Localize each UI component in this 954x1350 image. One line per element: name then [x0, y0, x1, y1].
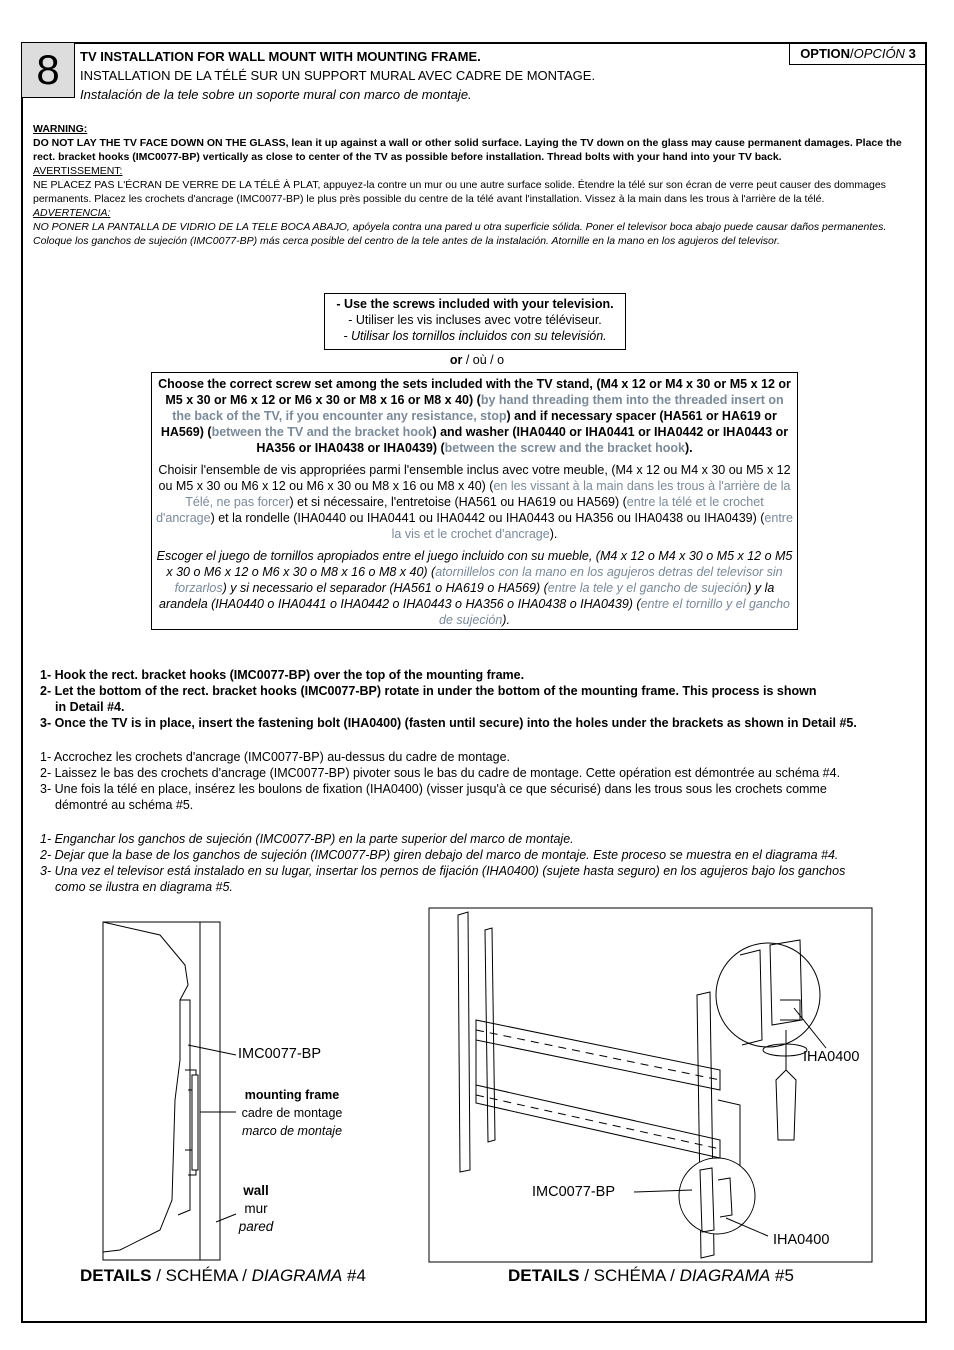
step-number: 8 [22, 43, 75, 98]
warning-heading-es: ADVERTENCIA: [33, 207, 111, 219]
screws-es: - Utilisar los tornillos incluidos con su televisión. [343, 329, 607, 343]
step-fr-2: 2- Laissez le bas des crochets d'ancrage (IMC0077-BP) pivoter sous le bas du cadre de montage. Cette opération est démontrée au schéma #4. [40, 766, 841, 780]
option-label-es: OPCIÓN [853, 46, 905, 61]
choose-en: Choose the correct screw set among the sets included with the TV stand, (M4 x 12 or M4 x 30 or M5 x 12 or M5 x 30 or M6 x 12 or M6 x 30 or M8 x 16 or M8 x 40) (by hand threading them into the threaded insert on the back of the TV, if you encounter any resistance, stop) and if necessary spacer (HA561 or HA619 or HA569) (between the TV and the bracket hook) and washer (IHA0440 or IHA0441 or IHA0442 or IHA0443 or HA356 or IHA0438 or IHA0439) (between the screw and the bracket hook). [158, 377, 791, 455]
title-fr: INSTALLATION DE LA TÉLÉ SUR UN SUPPORT MURAL AVEC CADRE DE MONTAGE. [80, 68, 596, 83]
d4-frame-en: mounting frame [244, 1088, 340, 1102]
d5-caption: DETAILS / SCHÉMA / DIAGRAMA #5 [508, 1266, 794, 1285]
title-en: TV INSTALLATION FOR WALL MOUNT WITH MOUNTING FRAME. [80, 49, 481, 64]
step-es-1: 1- Enganchar los ganchos de sujeción (IMC0077-BP) en la parte superior del marco de montaje. [40, 832, 574, 846]
d4-caption: DETAILS / SCHÉMA / DIAGRAMA #4 [80, 1266, 366, 1285]
warning-text-fr: NE PLACEZ PAS L'ÉCRAN DE VERRE DE LA TÉLÉ À PLAT, appuyez-la contre un mur ou une autre surface solide. Étendre la télé sur son écran de verre peut causer des dommages permanents. Placez les crochets d'ancrage (IMC0077-BP) le plus près possible du centre de la télé avant l'installation. Vissez à la main dans les trous à l'arrière de la télé. [33, 179, 886, 205]
title-es: Instalación de la tele sobre un soporte mural con marco de montaje. [80, 87, 472, 102]
d4-wall-es: pared [238, 1219, 274, 1234]
step-fr-3b: démontré au schéma #5. [55, 798, 194, 812]
option-badge: OPTION / OPCIÓN 3 [789, 43, 926, 65]
step-en-2b: in Detail #4. [55, 700, 125, 714]
diagram-5-drawing [429, 908, 872, 1262]
screws-fr: - Utiliser les vis incluses avec votre téléviseur. [348, 313, 602, 327]
choose-fr: Choisir l'ensemble de vis appropriées parmi l'ensemble inclus avec votre meuble, (M4 x 12 ou M4 x 30 ou M5 x 12 ou M5 x 30 ou M6 x 12 ou M6 x 30 ou M8 x 16 ou M8 x 40) (en les vissant à la main dans les trous à l'arrière de la Télé, ne pas forcer) et si nécessaire, l'entretoise (HA561 ou HA619 ou HA569) (entre la télé et le crochet d'ancrage) et la rondelle (IHA0440 ou IHA0441 ou IHA0442 ou IHA0443 ou HA356 ou IHA0438 ou IHA0439) (entre la vis et le crochet d'ancrage). [156, 463, 793, 541]
step-fr-1: 1- Accrochez les crochets d'ancrage (IMC0077-BP) au-dessus du cadre de montage. [40, 750, 510, 764]
step-en-1: 1- Hook the rect. bracket hooks (IMC0077-BP) over the top of the mounting frame. [40, 668, 525, 682]
warning-text-en: DO NOT LAY THE TV FACE DOWN ON THE GLASS, lean it up against a wall or other solid surface. Laying the TV down on the glass may cause permanent damages. Place the rect. bracket hooks (IMC0077-BP) vertically as close to center of the TV as possible before installation. Thread bolts with your hand into your TV back. [33, 137, 902, 163]
d4-frame-fr: cadre de montage [241, 1106, 343, 1120]
d5-bolt-label-bottom: IHA0400 [773, 1232, 830, 1248]
d4-frame-labels [236, 1086, 348, 1140]
d4-wall-en: wall [243, 1183, 269, 1198]
option-number: 3 [908, 46, 916, 61]
d4-frame-es: marco de montaje [241, 1124, 343, 1138]
diagram-4-drawing [103, 922, 220, 1260]
step-en-2: 2- Let the bottom of the rect. bracket hooks (IMC0077-BP) rotate in under the bottom of the mounting frame. This process is shown [40, 684, 817, 698]
or-rest: / où / o [462, 353, 505, 367]
screws-en: - Use the screws included with your television. [336, 297, 614, 311]
option-label: OPTION [800, 46, 851, 61]
step-es-3b: como se ilustra en diagrama #5. [55, 880, 233, 894]
step-en-3: 3- Once the TV is in place, insert the fastening bolt (IHA0400) (fasten until secure) into the holes under the brackets as shown in Detail #5. [40, 716, 857, 730]
step-es-3: 3- Una vez el televisor está instalado en su lugar, insertar los pernos de fijación (IHA0400) (sujete hasta seguro) en los agujeros bajo los ganchos [40, 864, 846, 878]
d4-wall-fr: mur [244, 1201, 268, 1216]
step-es-2: 2- Dejar que la base de los ganchos de sujeción (IMC0077-BP) giren debajo del marco de montaje. Este proceso se muestra en el diagrama #4. [40, 848, 839, 862]
d5-bolt-label-top: IHA0400 [803, 1049, 860, 1065]
d4-hook-label: IMC0077-BP [238, 1046, 322, 1062]
d5-hook-label: IMC0077-BP [532, 1184, 616, 1200]
step-fr-3: 3- Une fois la télé en place, insérez les boulons de fixation (IHA0400) (visser jusqu'à ce que sécurisé) dans les trous sous les crochets comme [40, 782, 827, 796]
warning-heading-en: WARNING: [33, 123, 88, 135]
or-en: or [449, 353, 463, 367]
warning-text-es: NO PONER LA PANTALLA DE VIDRIO DE LA TELE BOCA ABAJO, apóyela contra una pared u otra superficie sólida. Poner el televisor boca abajo puede causar daños permanentes. Coloque los ganchos de sujeción (IMC0077-BP) más cerca posible del centro de la tele antes de la instalación. Atornille en la mano en los agujeros del televisor. [33, 221, 887, 247]
choose-es: Escoger el juego de tornillos apropiados entre el juego incluido con su mueble, (M4 x 12 o M4 x 30 o M5 x 12 o M5 x 30 o M6 x 12 o M6 x 30 o M8 x 16 o M8 x 40) (atornillelos con la mano en los agujeros detras del televisor sin forzarlos) y si necessario el separador (HA561 o HA619 o HA569) (entre la tele y el gancho de sujeción) y la arandela (IHA0440 o IHA0441 o IHA0442 o IHA0443 o HA356 o IHA0438 o IHA0439) (entre el tornillo y el gancho de sujeción). [156, 549, 793, 627]
d4-wall-labels [232, 1182, 280, 1236]
warning-heading-fr: AVERTISSEMENT: [33, 165, 123, 177]
